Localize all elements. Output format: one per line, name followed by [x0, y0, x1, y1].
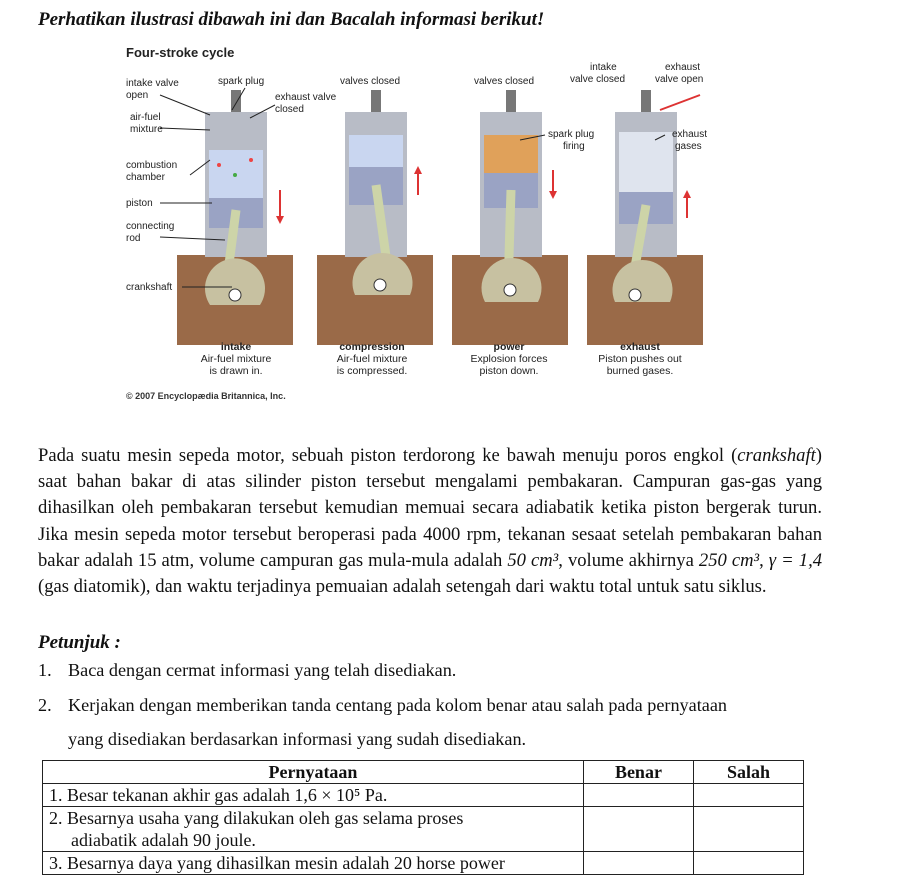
svg-text:chamber: chamber [126, 172, 165, 183]
copyright: © 2007 Encyclopædia Britannica, Inc. [126, 391, 286, 401]
step-2-continued: yang disediakan berdasarkan informasi yang sudah disediakan. [68, 729, 527, 749]
svg-text:Explosion forces: Explosion forces [470, 353, 548, 365]
step-2: 2. Kerjakan dengan memberikan tanda centang pada kolom benar atau salah pada pernyataan [38, 695, 727, 715]
svg-text:intake: intake [220, 341, 252, 353]
svg-text:intake: intake [590, 62, 617, 73]
problem-paragraph: Pada suatu mesin sepeda motor, sebuah piston terdorong ke bawah menuju poros engkol (crankshaft) saat bahan bakar di atas silinder piston tersebut mengalami pembakaran. Campuran gas-gas yang dihasilkan oleh pembakaran tersebut kemudian memuai secara adiabatik ketika piston bergerak turun. Jika mesin sepeda motor tersebut beroperasi pada 4000 rpm, tekanan sesaat setelah pembakaran bahan bakar adalah 15 atm, volume campuran gas mula-mula adalah 50 cm³, volume akhirnya 250 cm³, γ = 1,4 (gas diatomik), dan waktu terjadinya pemuaian adalah setengah dari waktu total untuk satu siklus. [38, 445, 823, 598]
svg-text:spark plug: spark plug [548, 129, 595, 140]
svg-text:is compressed.: is compressed. [336, 365, 408, 377]
svg-text:exhaust valve: exhaust valve [275, 92, 337, 103]
benar-checkbox-1[interactable] [583, 784, 693, 807]
svg-text:power: power [493, 341, 525, 353]
petunjuk-label: Petunjuk : [38, 632, 121, 653]
svg-text:exhaust: exhaust [672, 129, 708, 140]
table-header-row [43, 761, 804, 784]
step-1: 1. Baca dengan cermat informasi yang telah disediakan. [38, 660, 457, 680]
svg-text:burned gases.: burned gases. [606, 365, 674, 377]
svg-text:exhaust: exhaust [665, 62, 701, 73]
four-stroke-cycle-figure [100, 40, 740, 415]
svg-text:Air-fuel mixture: Air-fuel mixture [200, 353, 272, 365]
svg-text:intake valve: intake valve [126, 78, 179, 89]
svg-text:air-fuel: air-fuel [130, 112, 161, 123]
svg-text:gases: gases [675, 141, 702, 152]
header-salah: Salah [693, 761, 803, 784]
statement-table [42, 760, 804, 875]
svg-text:rod: rod [126, 233, 141, 244]
page-heading: Perhatikan ilustrasi dibawah ini dan Bacalah informasi berikut! [38, 9, 545, 30]
svg-text:exhaust: exhaust [620, 341, 660, 353]
svg-text:valve closed: valve closed [570, 74, 626, 85]
benar-checkbox-3[interactable] [583, 852, 693, 875]
salah-checkbox-3[interactable] [693, 852, 803, 875]
svg-text:open: open [126, 90, 149, 101]
header-benar: Benar [583, 761, 693, 784]
svg-text:closed: closed [275, 104, 304, 115]
svg-text:valves closed: valves closed [340, 76, 401, 87]
table-row: 1. Besar tekanan akhir gas adalah 1,6 × 10⁵ Pa. [43, 784, 804, 807]
engine-intake [177, 90, 293, 345]
svg-text:valves closed: valves closed [474, 76, 535, 87]
svg-text:connecting: connecting [126, 221, 175, 232]
table-row: 3. Besarnya daya yang dihasilkan mesin adalah 20 horse power [43, 852, 804, 875]
figure-title: Four-stroke cycle [126, 45, 235, 60]
svg-text:combustion: combustion [126, 160, 178, 171]
svg-text:valve open: valve open [655, 74, 704, 85]
engine-compression [317, 90, 433, 345]
svg-text:mixture: mixture [130, 124, 163, 135]
benar-checkbox-2[interactable] [583, 807, 693, 852]
salah-checkbox-1[interactable] [693, 784, 803, 807]
svg-text:is drawn in.: is drawn in. [209, 365, 263, 377]
svg-text:piston down.: piston down. [479, 365, 539, 377]
salah-checkbox-2[interactable] [693, 807, 803, 852]
svg-text:Piston pushes out: Piston pushes out [598, 353, 682, 365]
svg-text:piston: piston [126, 198, 153, 209]
header-pernyataan: Pernyataan [43, 761, 584, 784]
svg-text:spark plug: spark plug [218, 76, 265, 87]
svg-text:compression: compression [339, 341, 405, 353]
svg-text:Air-fuel mixture: Air-fuel mixture [336, 353, 408, 365]
table-row: 2. Besarnya usaha yang dilakukan oleh gas selama proses adiabatik adalah 90 joule. [43, 807, 804, 852]
svg-text:crankshaft: crankshaft [126, 282, 173, 293]
svg-text:firing: firing [563, 141, 585, 152]
